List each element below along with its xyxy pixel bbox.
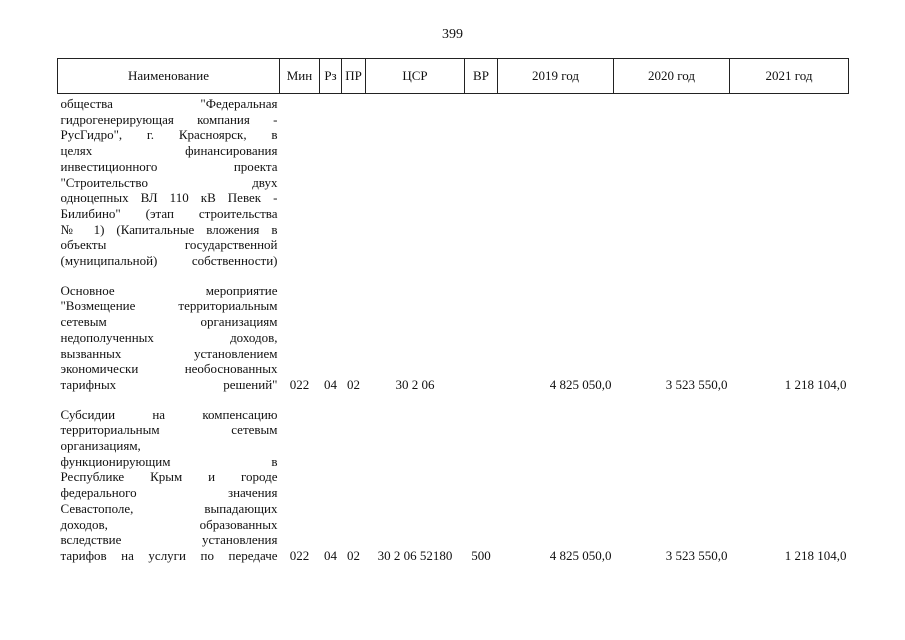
name-line: гидрогенерирующая компания - [60, 111, 278, 127]
name-line: (муниципальной) собственности) [60, 253, 278, 269]
row-min [280, 94, 320, 269]
name-line: вследствие установления [60, 532, 278, 548]
name-line: общества "Федеральная [60, 96, 278, 111]
row-2021: 1 218 104,0 [784, 376, 847, 392]
name-line: Основное мероприятие [60, 282, 278, 298]
row-csr: 30 2 06 [395, 376, 435, 392]
name-line: функционирующим в [60, 453, 278, 469]
header-2020: 2020 год [614, 59, 730, 94]
row-2021 [730, 94, 849, 269]
header-vr: ВР [465, 59, 498, 94]
row-csr: 30 2 06 52180 [377, 547, 453, 563]
row-rz: 04 [324, 376, 337, 392]
row-vr [465, 281, 498, 393]
row-2020: 3 523 550,0 [665, 376, 728, 392]
name-line: "Возмещение территориальным [60, 298, 278, 314]
row-2020 [614, 94, 730, 269]
name-line: Субсидии на компенсацию [60, 406, 278, 422]
row-vr: 500 [471, 547, 491, 563]
row-min: 022 [289, 376, 310, 392]
page-number: 399 [442, 27, 463, 42]
row-2020: 3 523 550,0 [665, 547, 728, 563]
name-line: "Строительство двух [60, 174, 278, 190]
name-line: целях финансирования [60, 143, 278, 159]
row-name [58, 405, 280, 564]
name-line: недополученных доходов, [60, 329, 278, 345]
name-line: объекты государственной [60, 237, 278, 253]
header-rz: Рз [320, 59, 342, 94]
row-2019 [498, 94, 614, 269]
name-line: Республике Крым и городе [60, 469, 278, 485]
header-name: Наименование [58, 59, 280, 94]
name-line: организациям, [60, 438, 141, 454]
name-line: сетевым организациям [60, 314, 278, 330]
row-spacer [58, 393, 849, 405]
row-rz [320, 94, 342, 269]
name-line: тарифных решений" [60, 376, 278, 392]
row-spacer [58, 269, 849, 281]
table-row [58, 281, 849, 393]
row-2021: 1 218 104,0 [784, 547, 847, 563]
header-min: Мин [280, 59, 320, 94]
row-pr: 02 [347, 547, 360, 563]
table-row [58, 94, 849, 269]
name-line: № 1) (Капитальные вложения в [60, 221, 278, 237]
header-pr: ПР [342, 59, 366, 94]
row-name [58, 281, 280, 393]
name-line: вызванных установлением [60, 345, 278, 361]
name-line: РусГидро", г. Красноярск, в [60, 127, 278, 143]
name-line: экономически необоснованных [60, 361, 278, 377]
row-rz: 04 [324, 547, 337, 563]
header-csr: ЦСР [366, 59, 465, 94]
name-line: федерального значения [60, 485, 278, 501]
row-2019: 4 825 050,0 [549, 376, 612, 392]
name-line: Билибино" (этап строительства [60, 205, 278, 221]
name-line: тарифов на услуги по передаче [60, 547, 278, 563]
row-name [58, 94, 280, 269]
name-line: инвестиционного проекта [60, 158, 278, 174]
row-pr [342, 94, 366, 269]
row-min: 022 [289, 547, 310, 563]
row-pr: 02 [347, 376, 360, 392]
row-2019: 4 825 050,0 [549, 547, 612, 563]
row-csr [366, 94, 465, 269]
name-line: территориальным сетевым [60, 422, 278, 438]
header-2021: 2021 год [730, 59, 849, 94]
budget-table [57, 58, 849, 564]
name-line: Севастополе, выпадающих [60, 500, 278, 516]
row-vr [465, 94, 498, 269]
name-line: доходов, образованных [60, 516, 278, 532]
table-row [58, 405, 849, 564]
table-header-row [58, 59, 849, 94]
header-2019: 2019 год [498, 59, 614, 94]
name-line: одноцепных ВЛ 110 кВ Певек - [60, 190, 278, 206]
